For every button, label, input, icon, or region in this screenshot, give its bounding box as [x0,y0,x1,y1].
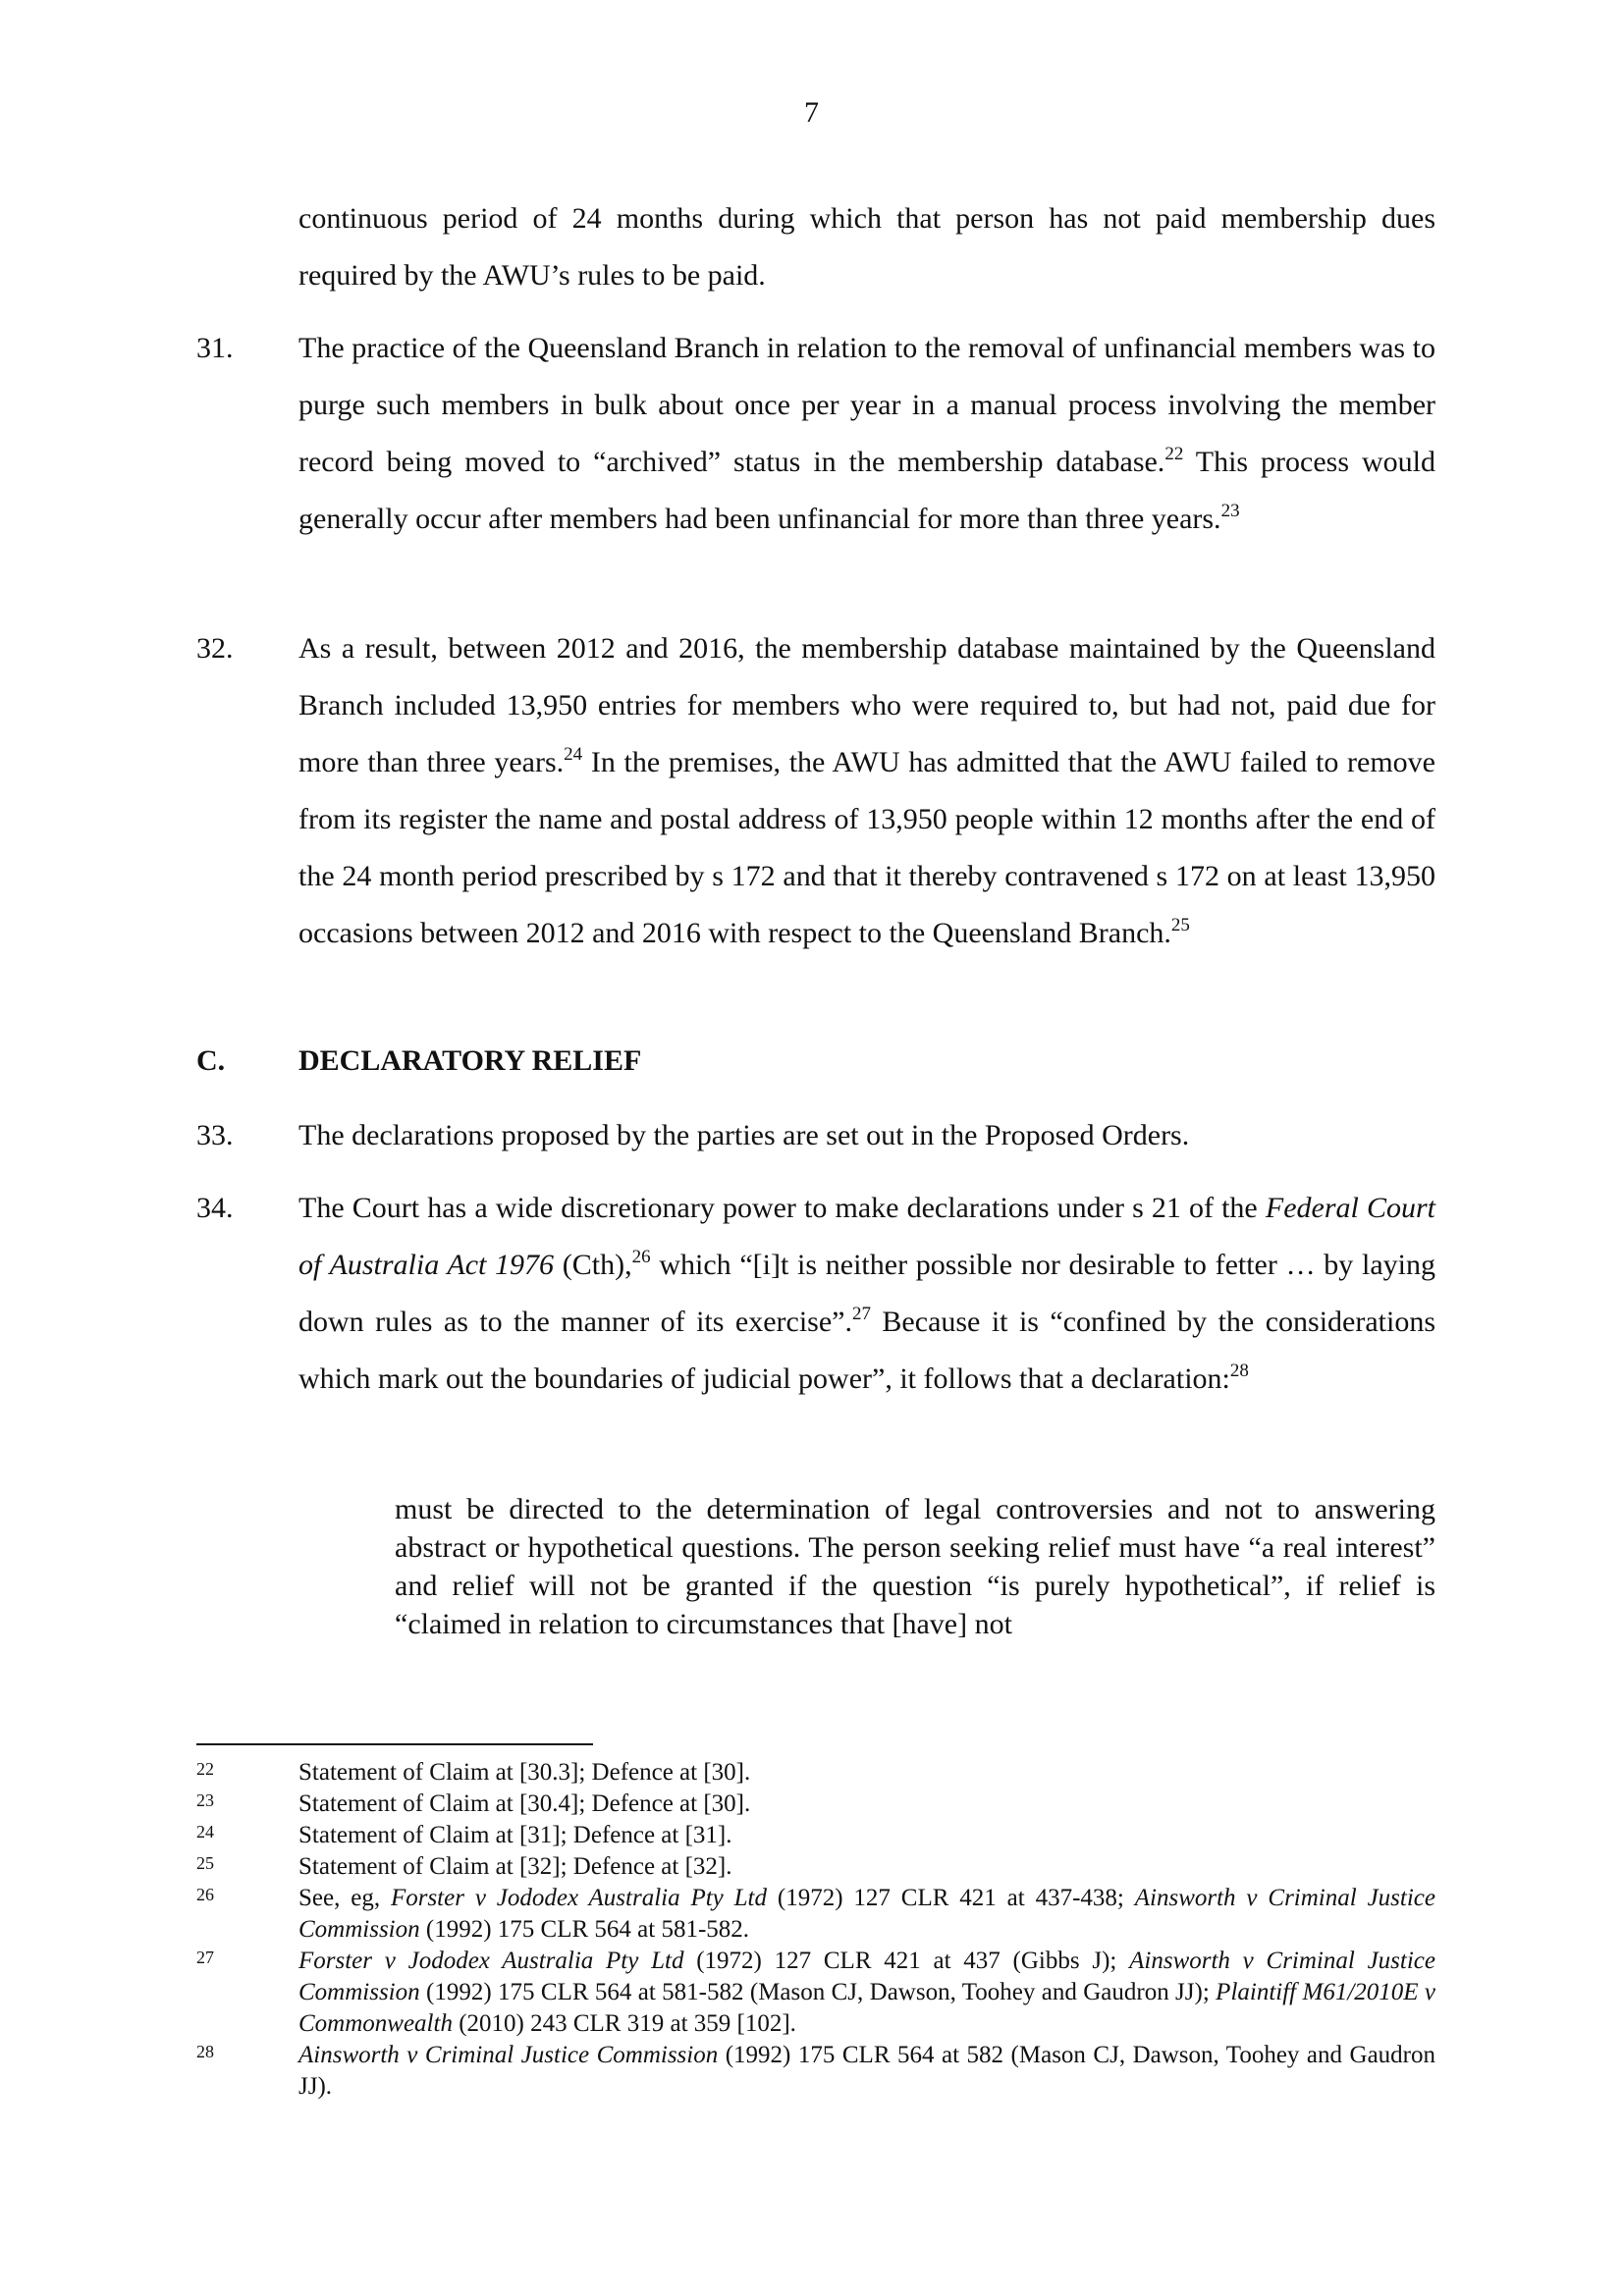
case-name: Ainsworth v Criminal Justice Commission [298,1948,1435,2005]
text-run: In the premises, the AWU has admitted that the AWU failed to remove from its register the name and postal address of 13,950 people within 12 months after the end of the 24 month period prescribed by s 172 and that it thereby contravened s 172 on at least 13,950 occasions between 2012 and 2016 with respect to the Queensland Branch. [298,746,1435,949]
footnote-number: 24 [196,1822,214,1842]
footnote-text: Statement of Claim at [30.4]; Defence at [30]. [298,1790,751,1817]
continuation-text: continuous period of 24 months during which that person has not paid membership dues required by the AWU’s rules to be paid. [298,202,1435,292]
footnote-22 [196,1757,1435,1789]
text-run: which “[i]t is neither possible nor desirable to fetter … by laying down rules as to the manner of its exercise”. [298,1249,1436,1338]
footnote-ref[interactable]: 25 [1170,915,1190,935]
footnote-28 [196,2040,1435,2103]
text-run: The Court has a wide discretionary power to make declarations under s 21 of the [298,1192,1266,1224]
footnote-text: Statement of Claim at [31]; Defence at [31]. [298,1822,732,1848]
footnote-number: 28 [196,2042,214,2061]
footnote-number: 25 [196,1853,214,1873]
text-run: This process would generally occur after members had been unfinancial for more than three years. [298,446,1435,535]
text-run: (1972) 127 CLR 421 at 437 (Gibbs J); [683,1948,1130,1974]
text-run: (1992) 175 CLR 564 at 581-582 (Mason CJ, Dawson, Toohey and Gaudron JJ); [419,1979,1217,2005]
case-name: Forster v Jododex Australia Pty Ltd [390,1885,768,1911]
text-run: See, eg, [298,1885,391,1911]
section-letter: C. [196,1044,226,1077]
footnote-text [298,1883,1435,1946]
footnote-text: Statement of Claim at [32]; Defence at [32]. [298,1853,732,1880]
footnote-number: 23 [196,1790,214,1810]
paragraph-number: 34. [196,1192,234,1224]
text-run: (2010) 243 CLR 319 at 359 [102]. [452,2010,796,2037]
text-run: Because it is “confined by the considerations which mark out the boundaries of judicial power”, it follows that a declaration: [298,1306,1435,1395]
paragraph-text [298,320,1435,548]
text-run: (1992) 175 CLR 564 at 582 (Mason CJ, Dawson, Toohey and Gaudron JJ). [298,2042,1435,2100]
case-name: Plaintiff M61/2010E v Commonwealth [298,1979,1435,2037]
section-title: DECLARATORY RELIEF [298,1044,642,1077]
text-run: (1992) 175 CLR 564 at 581-582. [419,1916,750,1943]
text-run: As a result, between 2012 and 2016, the membership database maintained by the Queensland Branch included 13,950 entries for members who were required to, but had not, paid due for more than three years. [298,632,1435,778]
page-number: 7 [804,96,819,129]
footnote-text: Statement of Claim at [30.3]; Defence at [30]. [298,1759,751,1786]
case-name: Ainsworth v Criminal Justice Commission [298,2042,719,2068]
footnote-number: 22 [196,1759,214,1779]
paragraph-text: The declarations proposed by the parties are set out in the Proposed Orders. [298,1119,1190,1151]
footnote-23 [196,1789,1435,1820]
footnote-text [298,2040,1435,2103]
paragraph-number: 31. [196,332,234,364]
footnote-ref[interactable]: 27 [851,1304,871,1324]
footnote-ref[interactable]: 23 [1220,501,1240,521]
text-run: (Cth), [554,1249,632,1281]
footnote-ref[interactable]: 24 [564,744,583,765]
paragraph-number: 32. [196,632,234,665]
footnotes [196,1757,1435,2103]
footnote-number: 26 [196,1885,214,1904]
act-title: Federal Court of Australia Act 1976 [298,1192,1435,1281]
footnote-number: 27 [196,1948,214,1967]
paragraph-text [298,620,1435,962]
footnote-25 [196,1851,1435,1883]
footnote-separator [196,1743,593,1745]
footnote-text [298,1946,1435,2040]
case-name: Forster v Jododex Australia Pty Ltd [298,1948,684,1974]
paragraph-number: 33. [196,1119,234,1151]
footnote-27 [196,1946,1435,2040]
footnote-ref[interactable]: 26 [631,1247,651,1267]
block-quote: must be directed to the determination of legal controversies and not to answering abstract or hypothetical questions. The person seeking relief must have “a real interest” and relief will not be granted if the question “is purely hypothetical”, if relief is “claimed in relation to circumstances that [have] not [395,1493,1435,1640]
text-run: (1972) 127 CLR 421 at 437-438; [767,1885,1135,1911]
text-run: The practice of the Queensland Branch in relation to the removal of unfinancial members was to purge such members in bulk about once per year in a manual process involving the member record being moved to “archived” status in the membership database. [298,332,1435,478]
footnote-ref[interactable]: 28 [1229,1361,1249,1381]
footnote-24 [196,1820,1435,1851]
paragraph-text [298,1180,1435,1408]
case-name: Ainsworth v Criminal Justice Commission [298,1885,1435,1943]
footnote-26 [196,1883,1435,1946]
footnote-ref[interactable]: 22 [1164,444,1184,464]
